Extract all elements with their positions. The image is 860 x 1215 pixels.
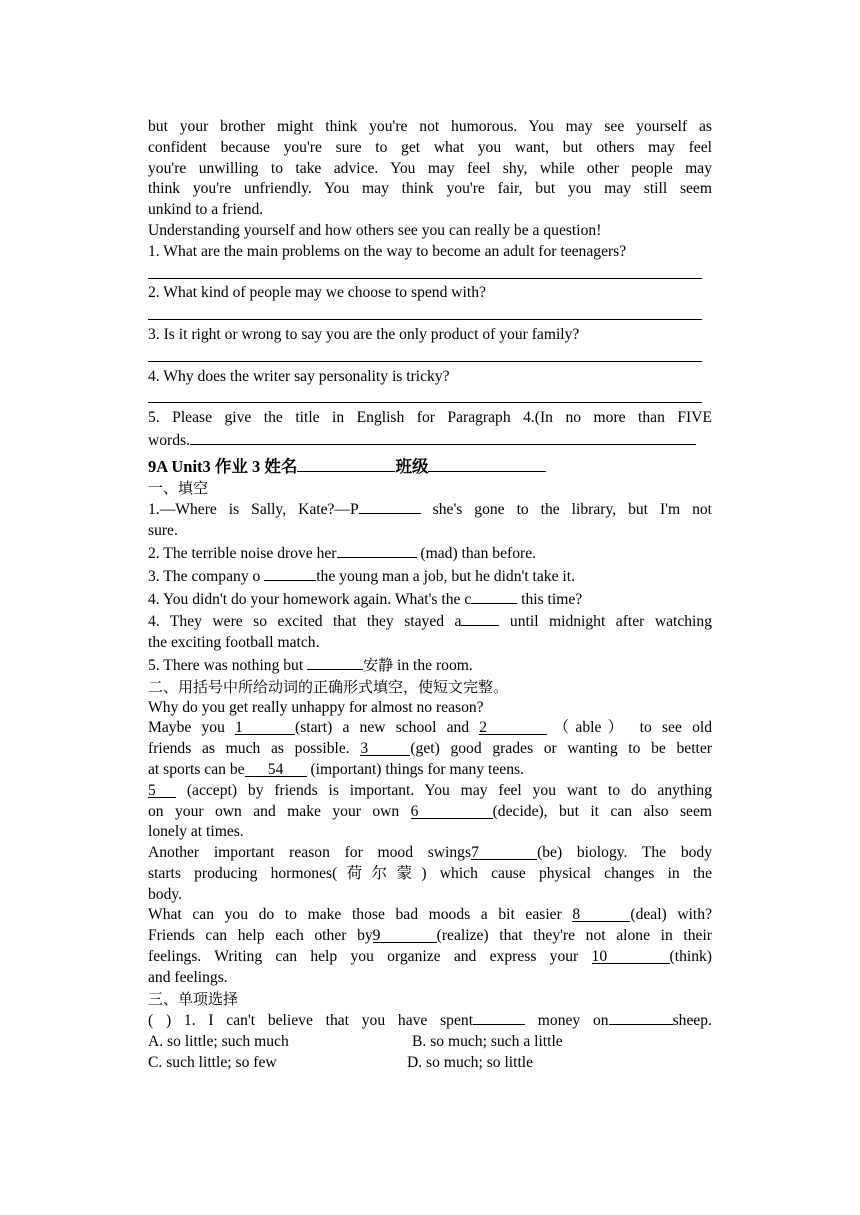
cloze-line: Another important reason for mood swings7 (be) biology. The body	[148, 844, 713, 862]
fill-item: 5. There was nothing but 安静 in the room.	[148, 655, 473, 674]
section-heading: 一、填空	[148, 478, 209, 497]
passage-closing: Understanding yourself and how others see you can really be a question!	[148, 221, 602, 239]
answer-line[interactable]	[148, 263, 712, 284]
section-heading: 三、单项选择	[148, 989, 239, 1008]
fill-item: 4. They were so excited that they stayed a until midnight after watching	[148, 610, 712, 633]
class-blank[interactable]	[428, 454, 546, 472]
fill-item: 3. The company o the young man a job, but he didn't take it.	[148, 565, 712, 588]
question-3: 3. Is it right or wrong to say you are the only product of your family?	[148, 325, 580, 343]
answer-line[interactable]	[148, 346, 712, 367]
question-5: 5. Please give the title in English for Paragraph 4.(In no more than FIVE	[148, 409, 712, 427]
title-text: 9A Unit3 作业 3 姓名	[148, 456, 298, 476]
passage-title: Why do you get really unhappy for almost no reason?	[148, 698, 484, 716]
fill-blank[interactable]	[461, 610, 499, 626]
cloze-line: lonely at times.	[148, 823, 244, 841]
fill-blank[interactable]	[307, 654, 363, 670]
worksheet-page	[148, 117, 712, 1074]
cloze-line: Maybe you 1 (start) a new school and 2 （able） to see old	[148, 719, 712, 737]
question-4: 4. Why does the writer say personality is tricky?	[148, 367, 450, 385]
cloze-blank[interactable]: 54	[245, 761, 307, 777]
reading-passage	[148, 117, 712, 242]
question-1: 1. What are the main problems on the way to become an adult for teenagers?	[148, 242, 627, 260]
mc-options-row	[148, 1032, 712, 1053]
fill-blank[interactable]	[264, 565, 316, 581]
answer-line[interactable]	[148, 387, 712, 408]
section-multiple-choice	[148, 989, 712, 1074]
cloze-line: body.	[148, 885, 183, 903]
option-a[interactable]: A. so little; such much	[148, 1033, 289, 1051]
passage-line: confident because you're sure to get what you want, but others may feel	[148, 138, 712, 156]
question-5-cont	[148, 429, 712, 452]
mc-blank[interactable]	[473, 1009, 525, 1025]
cloze-line: feelings. Writing can help you organize and express your 10 (think)	[148, 948, 712, 966]
reading-questions	[148, 242, 712, 452]
class-label: 班级	[395, 456, 429, 476]
section-fill-in	[148, 478, 712, 677]
fill-item-cont: the exciting football match.	[148, 634, 320, 652]
cloze-blank[interactable]: 7	[471, 844, 537, 860]
answer-blank[interactable]	[190, 429, 696, 445]
cloze-blank[interactable]: 5	[148, 782, 176, 798]
section-verb-forms	[148, 677, 712, 989]
cloze-blank[interactable]: 10	[592, 948, 670, 964]
cloze-blank[interactable]: 1	[235, 719, 295, 735]
passage-line: think you're unfriendly. You may think you're fair, but you may still seem	[148, 180, 712, 198]
option-d[interactable]: D. so much; so little	[407, 1054, 534, 1072]
question-5-words: words.	[148, 431, 191, 449]
mc-blank[interactable]	[609, 1009, 673, 1025]
fill-item: 1.—Where is Sally, Kate?—P she's gone to the library, but I'm not	[148, 498, 712, 521]
mc-question-1: ( ) 1. I can't believe that you have spent money on sheep.	[148, 1009, 712, 1032]
passage-line: unkind to a friend.	[148, 201, 264, 219]
name-blank[interactable]	[297, 454, 395, 472]
mc-options-row	[148, 1053, 712, 1074]
cloze-line: What can you do to make those bad moods a bit easier 8 (deal) with?	[148, 906, 712, 924]
section-heading: 二、用括号中所给动词的正确形式填空，使短文完整。	[148, 677, 509, 696]
cloze-blank[interactable]: 3	[360, 740, 410, 756]
option-b[interactable]: B. so much; such a little	[412, 1033, 563, 1051]
cloze-blank[interactable]: 9	[373, 927, 437, 943]
answer-line[interactable]	[148, 304, 712, 325]
cloze-line: on your own and make your own 6 (decide), but it can also seem	[148, 802, 713, 820]
fill-item-cont: sure.	[148, 522, 178, 540]
cloze-line: Friends can help each other by9 (realize) that they're not alone in their	[148, 927, 712, 945]
passage-line: but your brother might think you're not humorous. You may see yourself as	[148, 118, 712, 135]
cloze-line: 5 (accept) by friends is important. You may feel you want to do anything	[148, 781, 712, 799]
cloze-blank[interactable]: 2	[479, 719, 547, 735]
passage-line: you're unwilling to take advice. You may feel shy, while other people may	[148, 159, 712, 177]
fill-blank[interactable]	[337, 542, 417, 558]
fill-item: 2. The terrible noise drove her (mad) than before.	[148, 542, 712, 565]
cloze-line: and feelings.	[148, 968, 228, 986]
worksheet-title	[148, 454, 712, 478]
cloze-line: at sports can be 54 (important) things for many teens.	[148, 760, 524, 778]
cloze-line: starts producing hormones(荷尔蒙) which cause physical changes in the	[148, 864, 712, 882]
option-c[interactable]: C. such little; so few	[148, 1054, 277, 1072]
fill-item: 4. You didn't do your homework again. What's the c this time?	[148, 588, 712, 611]
fill-blank[interactable]	[359, 498, 421, 514]
cloze-line: friends as much as possible. 3 (get) good grades or wanting to be better	[148, 740, 712, 758]
cloze-blank[interactable]: 8	[572, 906, 630, 922]
question-2: 2. What kind of people may we choose to spend with?	[148, 284, 486, 302]
fill-blank[interactable]	[471, 588, 517, 604]
cloze-blank[interactable]: 6	[411, 803, 493, 819]
